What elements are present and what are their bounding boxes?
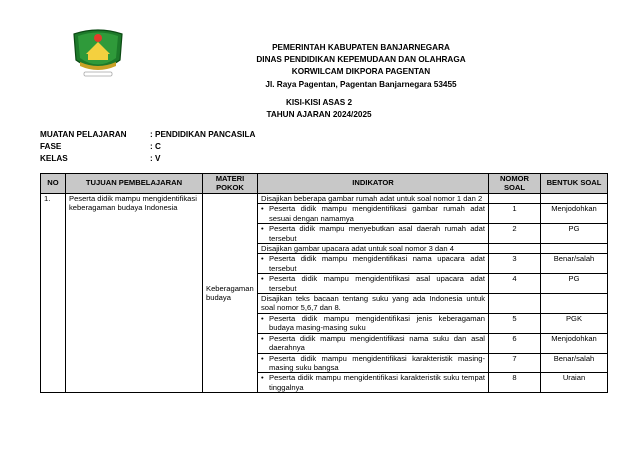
cell-bentuk-soal: Benar/salah: [541, 353, 608, 373]
meta-label: KELAS: [40, 154, 68, 163]
cell-bentuk-soal: Benar/salah: [541, 254, 608, 274]
cell-bentuk-soal: Menjodohkan: [541, 204, 608, 224]
cell-indikator: Disajikan beberapa gambar rumah adat untuk soal nomor 1 dan 2: [258, 194, 489, 204]
meta-label: FASE: [40, 142, 62, 151]
meta-value: : C: [150, 142, 161, 151]
indikator-text: Peserta didik mampu mengidentifikasi gambar rumah adat sesuai dengan namamya: [269, 204, 485, 223]
cell-nomor-soal: 7: [489, 353, 541, 373]
cell-nomor-soal: 4: [489, 274, 541, 294]
cell-bentuk-soal: PG: [541, 224, 608, 244]
meta-row: [40, 153, 255, 165]
cell-indikator: [258, 204, 489, 224]
document-title: KISI-KISI ASAS 2: [285, 98, 353, 107]
meta-label: MUATAN PELAJARAN: [40, 130, 127, 139]
bullet-item: [261, 224, 485, 243]
cell-bentuk-soal: [541, 294, 608, 314]
cell-nomor-soal: 5: [489, 313, 541, 333]
bullet-item: [261, 334, 485, 353]
bullet-icon: •: [261, 224, 264, 234]
meta-value: : PENDIDIKAN PANCASILA: [150, 130, 256, 139]
cell-bentuk-soal: PG: [541, 274, 608, 294]
cell-nomor-soal: [489, 194, 541, 204]
cell-bentuk-soal: PGK: [541, 313, 608, 333]
indikator-text: Peserta didik mampu menyebutkan asal daerah rumah adat tersebut: [269, 224, 485, 243]
cell-indikator: [258, 313, 489, 333]
cell-tujuan: Peserta didik mampu mengidentifikasi keberagaman budaya Indonesia: [66, 194, 203, 393]
cell-bentuk-soal: Uraian: [541, 373, 608, 393]
indikator-text: Peserta didik mampu mengidentifikasi asal upacara adat tersebut: [269, 274, 485, 293]
bullet-icon: •: [261, 313, 264, 323]
bullet-item: [261, 354, 485, 373]
indikator-text: Peserta didik mampu mengidentifikasi karakteristik masing-masing suku bangsa: [269, 353, 485, 372]
cell-nomor-soal: [489, 294, 541, 314]
bullet-icon: •: [261, 274, 264, 284]
header-tujuan: TUJUAN PEMBELAJARAN: [66, 174, 203, 194]
letterhead-line-3: KORWILCAM DIKPORA PAGENTAN: [291, 67, 431, 77]
cell-nomor-soal: 2: [489, 224, 541, 244]
bullet-item: [261, 254, 485, 273]
cell-bentuk-soal: [541, 244, 608, 254]
indikator-text: Peserta didik mampu mengidentifikasi nama suku dan asal daerahnya: [269, 333, 485, 353]
cell-indikator: [258, 224, 489, 244]
indikator-text: Peserta didik mampu mengidentifikasi jenis keberagaman budaya masing-masing suku: [269, 313, 485, 333]
indikator-text: Peserta didik mampu mengidentifikasi nama upacara adat tersebut: [269, 254, 485, 273]
cell-indikator: [258, 373, 489, 393]
cell-indikator: Disajikan teks bacaan tentang suku yang ada Indonesia untuk soal nomor 5,6,7 dan 8.: [258, 294, 489, 314]
cell-indikator: [258, 274, 489, 294]
cell-bentuk-soal: [541, 194, 608, 204]
letterhead: [196, 42, 526, 91]
header-no: NO: [41, 174, 66, 194]
header-nomor-soal: NOMOR SOAL: [489, 174, 541, 194]
letterhead-line-1: PEMERINTAH KABUPATEN BANJARNEGARA: [272, 43, 450, 52]
bullet-item: [261, 314, 485, 333]
bullet-icon: •: [261, 333, 264, 343]
header-bentuk-soal: BENTUK SOAL: [541, 174, 608, 194]
table-row: [41, 194, 608, 204]
academic-year: TAHUN AJARAN 2024/2025: [266, 110, 372, 119]
cell-nomor-soal: 3: [489, 254, 541, 274]
bullet-icon: •: [261, 204, 264, 214]
bullet-item: [261, 373, 485, 392]
banjarnegara-emblem-logo: [66, 24, 130, 80]
cell-materi: Keberagaman budaya: [203, 194, 258, 393]
bullet-icon: •: [261, 254, 264, 264]
header-materi: MATERI POKOK: [203, 174, 258, 194]
cell-bentuk-soal: Menjodohkan: [541, 333, 608, 353]
cell-nomor-soal: 6: [489, 333, 541, 353]
bullet-icon: •: [261, 353, 264, 363]
cell-no: 1.: [41, 194, 66, 393]
cell-nomor-soal: [489, 244, 541, 254]
kisi-kisi-table: [40, 173, 608, 393]
header-indikator: INDIKATOR: [258, 174, 489, 194]
bullet-item: [261, 204, 485, 223]
cell-nomor-soal: 1: [489, 204, 541, 224]
meta-row: [40, 141, 255, 153]
cell-nomor-soal: 8: [489, 373, 541, 393]
subject-info: [40, 129, 255, 165]
indikator-text: Peserta didik mampu mengidentifikasi karakteristik suku tempat tinggalnya: [269, 373, 485, 392]
bullet-item: [261, 274, 485, 293]
cell-indikator: [258, 353, 489, 373]
cell-indikator: [258, 254, 489, 274]
bullet-icon: •: [261, 373, 264, 383]
cell-indikator: Disajikan gambar upacara adat untuk soal nomor 3 dan 4: [258, 244, 489, 254]
cell-indikator: [258, 333, 489, 353]
meta-row: [40, 129, 255, 141]
letterhead-address: Jl. Raya Pagentan, Pagentan Banjarnegara 53455: [265, 79, 457, 89]
letterhead-line-2: DINAS PENDIDIKAN KEPEMUDAAN DAN OLAHRAGA: [256, 55, 466, 65]
table-header-row: [41, 174, 608, 194]
meta-value: : V: [150, 154, 161, 163]
